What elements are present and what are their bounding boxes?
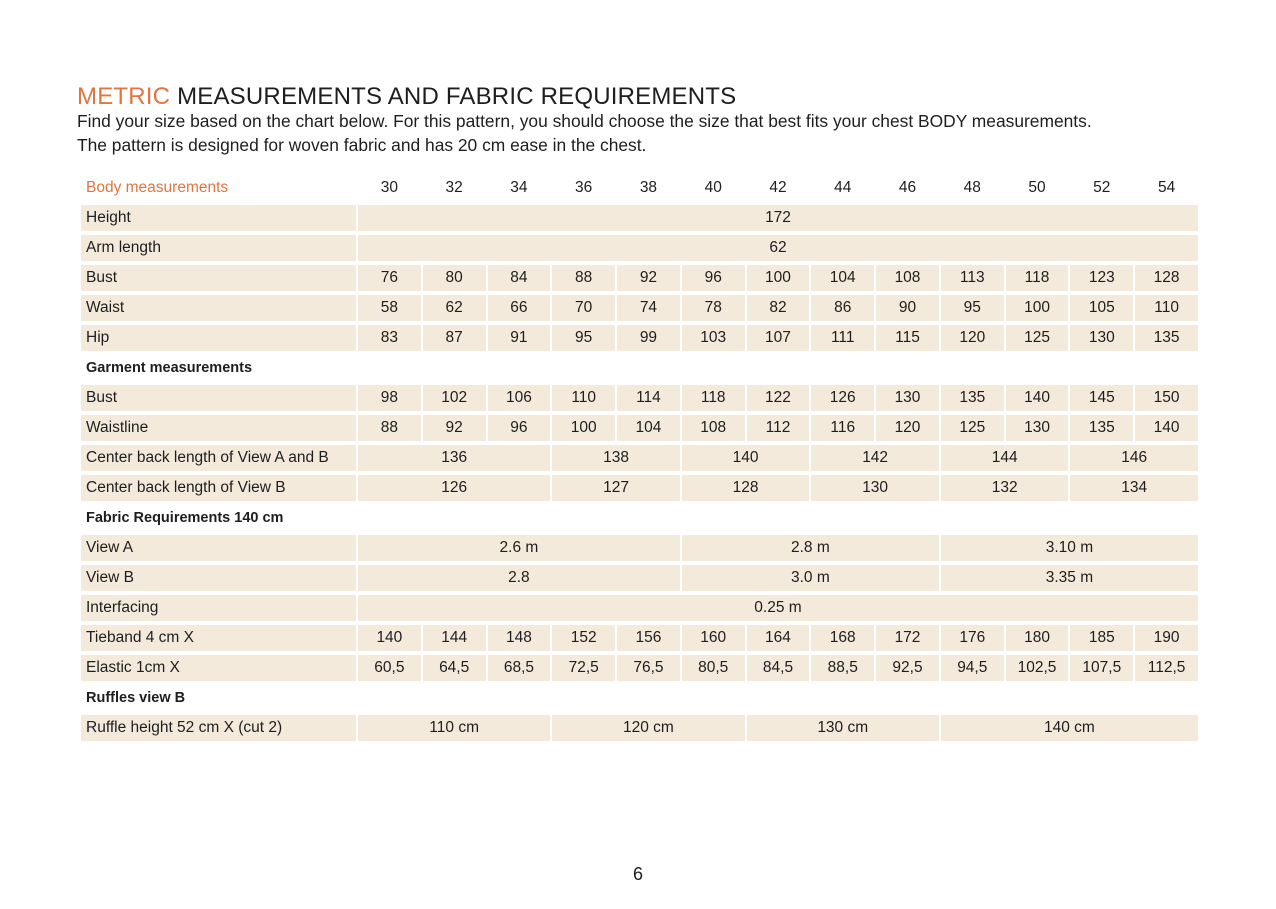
- table-cell: 68,5: [488, 655, 551, 681]
- table-cell: 90: [876, 295, 939, 321]
- row-label: Center back length of View A and B: [81, 445, 356, 471]
- table-cell: 110 cm: [358, 715, 550, 741]
- row-label: View B: [81, 565, 356, 591]
- table-row: [81, 235, 1198, 261]
- table-cell: 168: [811, 625, 874, 651]
- table-cell: 108: [682, 415, 745, 441]
- table-cell: 125: [941, 415, 1004, 441]
- table-cell: 120: [876, 415, 939, 441]
- table-cell: 136: [358, 445, 550, 471]
- table-cell: 83: [358, 325, 421, 351]
- page-number: 6: [632, 864, 643, 884]
- table-cell: 172: [358, 205, 1198, 231]
- size-header-cell: 42: [769, 179, 787, 196]
- table-cell: 102,5: [1006, 655, 1069, 681]
- row-label: Height: [81, 205, 356, 231]
- table-cell: 140: [1006, 385, 1069, 411]
- table-cell: 146: [1070, 445, 1198, 471]
- table-cell: 3.0 m: [682, 565, 939, 591]
- table-cell: 100: [747, 265, 810, 291]
- table-cell: 156: [617, 625, 680, 651]
- table-cell: 120: [941, 325, 1004, 351]
- table-cell: 0.25 m: [358, 595, 1198, 621]
- table-cell: 62: [423, 295, 486, 321]
- table-cell: 128: [682, 475, 810, 501]
- table-cell: 120 cm: [552, 715, 744, 741]
- intro-line-2: The pattern is designed for woven fabric and has 20 cm ease in the chest.: [77, 135, 647, 155]
- table-cell: 140 cm: [941, 715, 1198, 741]
- row-label: Waistline: [81, 415, 356, 441]
- table-cell: 76,5: [617, 655, 680, 681]
- size-header-cell: 52: [1093, 179, 1111, 196]
- table-cell: 180: [1006, 625, 1069, 651]
- table-cell: 74: [617, 295, 680, 321]
- table-cell: 78: [682, 295, 745, 321]
- table-cell: 130 cm: [747, 715, 939, 741]
- size-header-cell: 36: [575, 179, 593, 196]
- table-cell: 3.35 m: [941, 565, 1198, 591]
- row-label: Ruffle height 52 cm X (cut 2): [81, 715, 356, 741]
- size-header-cell: 32: [445, 179, 463, 196]
- table-cell: 140: [358, 625, 421, 651]
- section-header-row: [81, 355, 1198, 381]
- table-cell: 58: [358, 295, 421, 321]
- size-header-cell: 34: [510, 179, 528, 196]
- row-label: Hip: [81, 325, 356, 351]
- table-cell: 138: [552, 445, 680, 471]
- table-row: [81, 325, 1198, 351]
- table-cell: 114: [617, 385, 680, 411]
- table-cell: 110: [1135, 295, 1198, 321]
- table-cell: 72,5: [552, 655, 615, 681]
- table-row: [81, 385, 1198, 411]
- size-header-cell: 50: [1028, 179, 1046, 196]
- table-cell: 130: [1070, 325, 1133, 351]
- table-row: [81, 715, 1198, 741]
- table-cell: 108: [876, 265, 939, 291]
- table-cell: 107,5: [1070, 655, 1133, 681]
- table-cell: 145: [1070, 385, 1133, 411]
- table-cell: 110: [552, 385, 615, 411]
- size-chart-table: [79, 171, 1200, 745]
- table-cell: 95: [552, 325, 615, 351]
- table-cell: 118: [1006, 265, 1069, 291]
- table-cell: 115: [876, 325, 939, 351]
- table-cell: 132: [941, 475, 1069, 501]
- size-header-cell: 54: [1157, 179, 1176, 196]
- table-cell: 144: [423, 625, 486, 651]
- table-cell: 123: [1070, 265, 1133, 291]
- row-label: View A: [81, 535, 356, 561]
- table-row: [81, 565, 1198, 591]
- table-cell: 92,5: [876, 655, 939, 681]
- table-cell: 148: [488, 625, 551, 651]
- table-cell: 76: [358, 265, 421, 291]
- table-cell: 160: [682, 625, 745, 651]
- table-row: [81, 475, 1198, 501]
- table-cell: 80,5: [682, 655, 745, 681]
- table-cell: 82: [747, 295, 810, 321]
- table-cell: 102: [423, 385, 486, 411]
- table-cell: 128: [1135, 265, 1198, 291]
- table-cell: 91: [488, 325, 551, 351]
- table-row: [81, 535, 1198, 561]
- table-cell: 64,5: [423, 655, 486, 681]
- table-cell: 84: [488, 265, 551, 291]
- table-cell: 95: [941, 295, 1004, 321]
- table-cell: 142: [811, 445, 939, 471]
- table-cell: 96: [682, 265, 745, 291]
- table-row: [81, 655, 1198, 681]
- table-cell: 140: [1135, 415, 1198, 441]
- table-cell: 135: [941, 385, 1004, 411]
- table-cell: 144: [941, 445, 1069, 471]
- table-cell: 94,5: [941, 655, 1004, 681]
- table-row: [81, 445, 1198, 471]
- table-cell: 2.8: [358, 565, 680, 591]
- table-cell: 185: [1070, 625, 1133, 651]
- table-cell: 66: [488, 295, 551, 321]
- table-cell: 88,5: [811, 655, 874, 681]
- table-cell: 104: [811, 265, 874, 291]
- table-cell: 84,5: [747, 655, 810, 681]
- row-label: Center back length of View B: [81, 475, 356, 501]
- table-cell: 135: [1135, 325, 1198, 351]
- size-header-cell: 44: [834, 179, 852, 196]
- table-cell: 2.8 m: [682, 535, 939, 561]
- row-label: Bust: [81, 385, 356, 411]
- table-cell: 152: [552, 625, 615, 651]
- row-label: Elastic 1cm X: [81, 655, 356, 681]
- table-cell: 96: [488, 415, 551, 441]
- size-header-cell: 38: [639, 179, 658, 196]
- table-cell: 135: [1070, 415, 1133, 441]
- table-cell: 62: [358, 235, 1198, 261]
- table-cell: 92: [423, 415, 486, 441]
- table-cell: 70: [552, 295, 615, 321]
- table-cell: 113: [941, 265, 1004, 291]
- row-label: Arm length: [81, 235, 356, 261]
- table-cell: 112,5: [1135, 655, 1198, 681]
- table-cell: 125: [1006, 325, 1069, 351]
- table-cell: 100: [1006, 295, 1069, 321]
- size-header-cell: 46: [898, 179, 917, 196]
- table-cell: 80: [423, 265, 486, 291]
- table-cell: 103: [682, 325, 745, 351]
- table-cell: 134: [1070, 475, 1198, 501]
- table-cell: 60,5: [358, 655, 421, 681]
- size-header-cell: 30: [380, 179, 398, 196]
- table-cell: 99: [617, 325, 680, 351]
- row-label: Bust: [81, 265, 356, 291]
- table-row: [81, 415, 1198, 441]
- table-cell: 98: [358, 385, 421, 411]
- size-header-cell: 40: [704, 179, 722, 196]
- table-cell: 104: [617, 415, 680, 441]
- table-cell: 105: [1070, 295, 1133, 321]
- intro-text: [77, 109, 1237, 157]
- table-cell: 164: [747, 625, 810, 651]
- table-row: [81, 205, 1198, 231]
- table-cell: 126: [358, 475, 550, 501]
- table-cell: 2.6 m: [358, 535, 680, 561]
- row-label: Body measurements: [86, 179, 229, 196]
- table-cell: 88: [552, 265, 615, 291]
- table-cell: 3.10 m: [941, 535, 1198, 561]
- section-header-row: [81, 685, 1198, 711]
- size-chart-body: [81, 175, 1198, 741]
- table-cell: 176: [941, 625, 1004, 651]
- table-row: [81, 265, 1198, 291]
- table-row: [81, 625, 1198, 651]
- table-row: [81, 295, 1198, 321]
- row-label: Waist: [81, 295, 356, 321]
- table-cell: 116: [811, 415, 874, 441]
- table-cell: 118: [682, 385, 745, 411]
- table-cell: 107: [747, 325, 810, 351]
- table-cell: 112: [747, 415, 810, 441]
- table-cell: 86: [811, 295, 874, 321]
- table-cell: 172: [876, 625, 939, 651]
- table-cell: 127: [552, 475, 680, 501]
- title-text: MEASUREMENTS AND FABRIC REQUIREMENTS: [177, 83, 737, 110]
- table-cell: 126: [811, 385, 874, 411]
- table-cell: 190: [1135, 625, 1198, 651]
- table-cell: 122: [747, 385, 810, 411]
- table-cell: 150: [1135, 385, 1198, 411]
- table-cell: 130: [811, 475, 939, 501]
- section-header-row: [81, 505, 1198, 531]
- intro-line-1: Find your size based on the chart below. For this pattern, you should choose the size that best fits your chest BODY measurements.: [77, 111, 1092, 131]
- table-cell: 130: [1006, 415, 1069, 441]
- table-row: [81, 595, 1198, 621]
- table-cell: 92: [617, 265, 680, 291]
- table-cell: 88: [358, 415, 421, 441]
- table-cell: 130: [876, 385, 939, 411]
- row-label: Tieband 4 cm X: [81, 625, 356, 651]
- page-title: [77, 83, 736, 111]
- table-cell: 111: [811, 325, 874, 351]
- size-header-row: [81, 175, 1198, 201]
- section-title: Ruffles view B: [86, 690, 186, 706]
- section-title: Garment measurements: [86, 360, 253, 376]
- section-title: Fabric Requirements 140 cm: [86, 510, 284, 526]
- size-header-cell: 48: [963, 179, 981, 196]
- title-accent: METRIC: [77, 83, 171, 110]
- table-cell: 106: [488, 385, 551, 411]
- table-cell: 140: [682, 445, 810, 471]
- row-label: Interfacing: [81, 595, 356, 621]
- table-cell: 87: [423, 325, 486, 351]
- table-cell: 100: [552, 415, 615, 441]
